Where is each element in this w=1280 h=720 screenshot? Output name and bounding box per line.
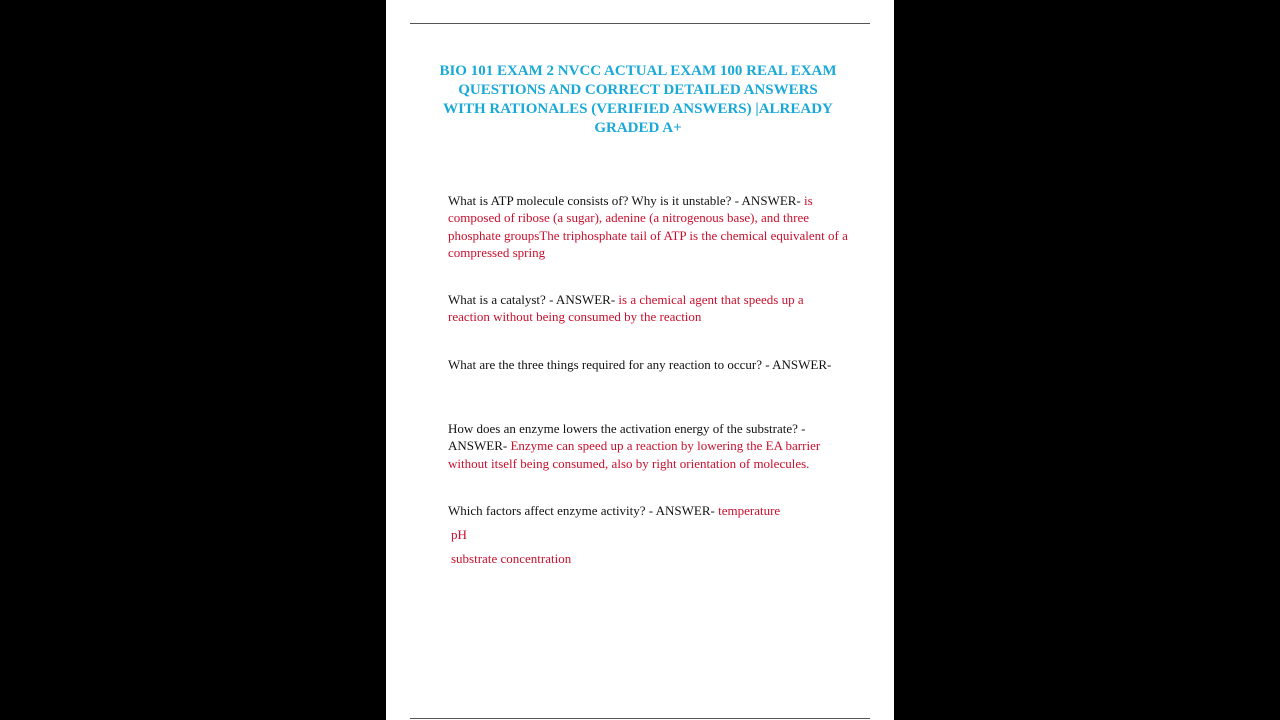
question-text: How does an enzyme lowers the activation energy of the substrate? - ANSWER- bbox=[448, 421, 806, 454]
question-text: What are the three things required for any reaction to occur? - ANSWER- bbox=[448, 357, 832, 372]
question-text: What is ATP molecule consists of? Why is it unstable? - ANSWER- bbox=[448, 193, 805, 208]
qa-item-catalyst bbox=[448, 291, 848, 326]
answer-text: is composed of ribose (a sugar), adenine (a nitrogenous base), and three phosphate groupsThe triphosphate tail of ATP is the chemical equivalent of a compressed spring bbox=[448, 193, 848, 260]
answer-text: is a chemical agent that speeds up a reaction without being consumed by the reaction bbox=[448, 292, 804, 325]
qa-item-enzyme-factors bbox=[448, 502, 848, 519]
qa-item-atp bbox=[448, 192, 848, 261]
factor-list-item: substrate concentration bbox=[451, 551, 572, 566]
answer-text: Enzyme can speed up a reaction by lowering the EA barrier without itself being consumed, also by right orientation of molecules. bbox=[448, 438, 821, 471]
factor-list-item: pH bbox=[451, 527, 467, 542]
qa-item-enzyme-activation-energy bbox=[448, 420, 848, 472]
qa-item-reaction-requirements bbox=[448, 356, 848, 373]
bottom-rule bbox=[410, 718, 870, 719]
question-text: Which factors affect enzyme activity? - ANSWER- bbox=[448, 503, 719, 518]
top-rule bbox=[410, 23, 870, 24]
answer-text: temperature bbox=[718, 503, 781, 518]
question-text: What is a catalyst? - ANSWER- bbox=[448, 292, 619, 307]
document-page bbox=[386, 0, 894, 720]
document-title: BIO 101 EXAM 2 NVCC ACTUAL EXAM 100 REAL EXAM QUESTIONS AND CORRECT DETAILED ANSWERS WITH RATIONALES (VERIFIED ANSWERS) |ALREADY GRADED A+ bbox=[439, 63, 837, 136]
